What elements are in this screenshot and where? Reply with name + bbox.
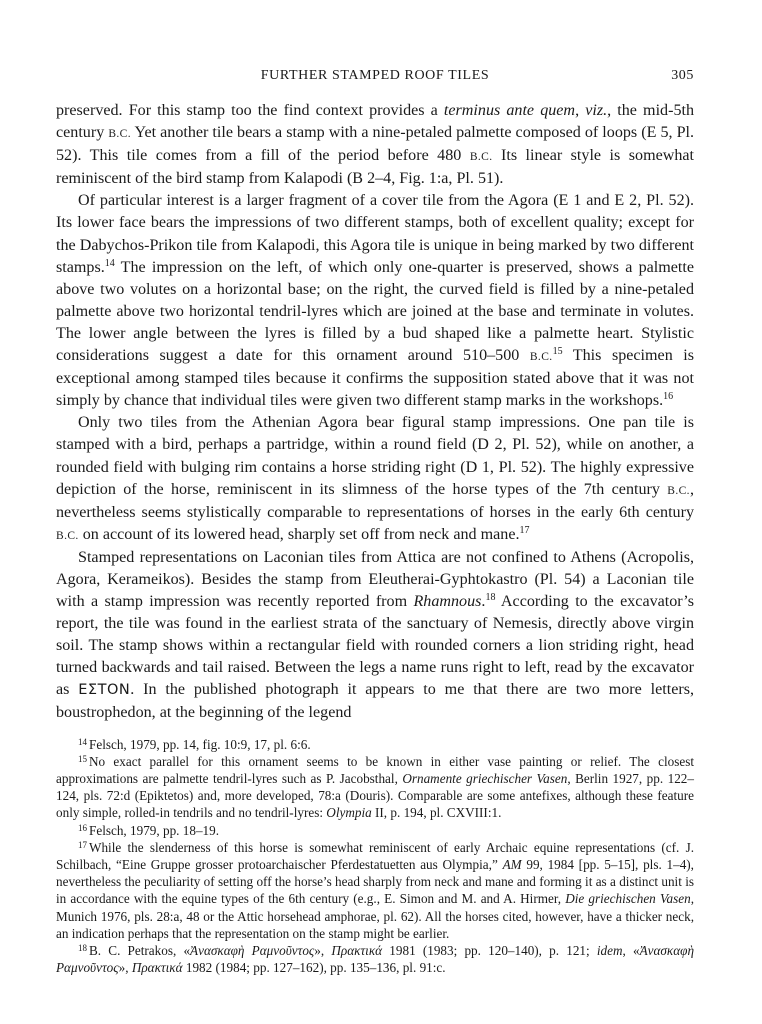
footnote-number: 16	[78, 822, 87, 833]
small-caps-run: B.C.	[56, 529, 79, 542]
footnote-ref: 18	[485, 592, 496, 604]
footnote	[56, 753, 694, 822]
italic-run: Olympia	[326, 805, 372, 821]
text-run: Felsch, 1979, pp. 14, fig. 10:9, 17, pl. 6:6.	[89, 736, 311, 752]
text-run: . In the published photograph it appears to me that there are two more letters, boustrophedon, at the beginning of the legend	[56, 681, 694, 721]
footnote-text	[56, 754, 694, 821]
italic-run: Πρακτικά	[131, 960, 183, 976]
text-run: Yet another tile bears a stamp with a nine-petaled palmette composed of loops (E 5, Pl. 52). This tile comes from a fill of the period before 480	[56, 124, 695, 165]
small-caps-run: B.C.	[667, 484, 690, 497]
text-run: »,	[118, 960, 132, 976]
page-header	[56, 64, 694, 86]
italic-run: terminus ante quem	[443, 102, 576, 119]
small-caps-run: B.C.	[108, 128, 132, 141]
footnote-ref: 15	[552, 346, 563, 358]
footnote	[56, 839, 694, 942]
text-run: , Munich 1976, pls. 28:a, 48 or the Attic horsehead amphorae, pl. 62). All the horses cited, however, have a thicker neck, an indication perhaps that the representation on the stamp might be earlier.	[56, 891, 695, 941]
text-run: ,	[575, 102, 586, 119]
text-run: While the slenderness of this horse is somewhat reminiscent of early Archaic equine representations (cf. J. Schilbach, “Eine Gruppe grosser protoarchaischer Pferdestatuetten aus Olympia,”	[56, 839, 694, 873]
italic-run: Rhamnous	[413, 593, 482, 611]
paragraph	[56, 547, 694, 724]
text-run: Of particular interest is a larger fragment of a cover tile from the Agora (E 1 and E 2, Pl. 52). Its lower face bears the impressions of two different stamps, both of excellent quality; except for the Dabychos-Prikon tile from Kalapodi, this Agora tile is unique in being marked by two different stamps.	[56, 192, 694, 276]
text-run: The impression on the left, of which only one-quarter is preserved, shows a palmette above two volutes on a horizontal base; on the right, the curved field is filled by a nine-petaled palmette above two horizontal tendril-lyres which are joined at the base and terminate in volutes. The lower angle between the lyres is filled by a bud shaped like a palmette heart. Stylistic considerations suggest a date for this ornament around 510–500	[56, 258, 694, 365]
footnote-number: 17	[78, 839, 87, 850]
text-run: »,	[314, 943, 332, 959]
small-caps-run: B.C.	[529, 351, 553, 364]
text-run: preserved. For this stamp too the find context provides a	[56, 102, 444, 119]
text-run: Stamped representations on Laconian tiles from Attica are not confined to Athens (Acropolis, Agora, Kerameikos). Besides the stamp from Eleutherai-Gyphtokastro (Pl. 54) a Laconian tile with a stamp impression was recently reported from	[56, 548, 694, 611]
italic-run: AM	[502, 857, 522, 873]
italic-run: Die griechischen Vasen	[565, 891, 691, 907]
paragraph	[56, 412, 694, 547]
footnote-number: 18	[78, 943, 87, 954]
italic-run: idem	[596, 943, 623, 959]
text-run: , the mid-5th century	[56, 102, 695, 142]
text-run: II, p. 194, pl. CXVIII:1.	[371, 805, 502, 821]
paragraph	[56, 190, 694, 412]
footnote-text	[89, 823, 219, 838]
italic-run: Πρακτικά	[331, 943, 383, 959]
text-run: .	[481, 593, 486, 611]
footnote-ref: 16	[663, 391, 674, 403]
text-run: , Berlin 1927, pp. 122–124, pls. 72:d (Epiktetos) and, more developed, 78:a (Douris). Comparable are some antefixes, although these feature only simple, rolled-in tendrils and no tendril-lyres:	[56, 771, 694, 821]
text-run: , «	[622, 943, 640, 959]
small-caps-run: B.C.	[469, 151, 493, 164]
page	[56, 64, 694, 976]
footnote-number: 15	[78, 753, 87, 764]
body-text	[56, 100, 694, 724]
italic-run: viz.	[585, 102, 608, 119]
footnote-ref: 17	[519, 524, 530, 536]
italic-run: Ἀνασκαφὴ Ραμνοῦντος	[56, 943, 695, 976]
footnote	[56, 822, 694, 839]
italic-run: Ornamente griechischer Vasen	[402, 771, 568, 787]
text-run: Felsch, 1979, pp. 18–19.	[89, 822, 220, 838]
italic-run: Ἀνασκαφὴ Ραμνοῦντος	[190, 943, 315, 959]
text-run: This specimen is exceptional among stamped tiles because it confirms the supposition stated above that it was not simply by chance that individual tiles were given two different stamp marks in the workshops.	[56, 347, 695, 410]
footnote-ref: 14	[104, 257, 115, 269]
footnote	[56, 942, 694, 976]
footnote-text	[89, 737, 311, 752]
text-run: on account of its lowered head, sharply set off from neck and mane.	[78, 525, 520, 543]
footnote-text	[56, 840, 694, 941]
text-run: Only two tiles from the Athenian Agora bear figural stamp impressions. One pan tile is stamped with a bird, perhaps a partridge, within a round field (D 2, Pl. 52), while on another, a rounded field with bulging rim contains a horse striding right (D 1, Pl. 52). The highly expressive depiction of the horse, reminiscent in its slimness of the horse types of the 7th century	[56, 414, 694, 498]
footnotes	[56, 736, 694, 977]
page-number: 305	[671, 68, 694, 83]
footnote	[56, 736, 694, 753]
footnote-text	[56, 943, 694, 975]
text-run: 99, 1984 [pp. 5–15], pls. 1–4), nevertheless the peculiarity of setting off the horse’s head sharply from neck and mane and forming it as a distinct unit is in accordance with the equine types of the 6th century (e.g., E. Simon and M. and A. Hirmer,	[56, 857, 694, 907]
text-run: No exact parallel for this ornament seems to be known in either vase painting or relief. The closest approximations are palmette tendril-lyres such as P. Jacobsthal,	[56, 753, 694, 787]
footnote-number: 14	[78, 736, 87, 747]
greek-legend: ΕΣΤΟΝ	[78, 682, 131, 699]
text-run: 1982 (1984; pp. 127–162), pp. 135–136, pl. 91:c.	[182, 960, 446, 976]
text-run: , nevertheless seems stylistically comparable to representations of horses in the early 6th century	[56, 480, 694, 521]
text-run: According to the excavator’s report, the tile was found in the earliest strata of the sanctuary of Nemesis, directly above virgin soil. The stamp shows within a rectangular field with rounded corners a lion striding right, head turned backwards and tail raised. Between the legs a name runs right to left, read by the excavator as	[56, 593, 694, 699]
running-title: FURTHER STAMPED ROOF TILES	[260, 68, 490, 83]
text-run: Its linear style is somewhat reminiscent of the bird stamp from Kalapodi (B 2–4, Fig. 1:a, Pl. 51).	[56, 147, 695, 188]
text-run: 1981 (1983; pp. 120–140), p. 121;	[382, 943, 597, 959]
text-run: B. C. Petrakos, «	[89, 943, 191, 959]
paragraph	[56, 100, 694, 190]
